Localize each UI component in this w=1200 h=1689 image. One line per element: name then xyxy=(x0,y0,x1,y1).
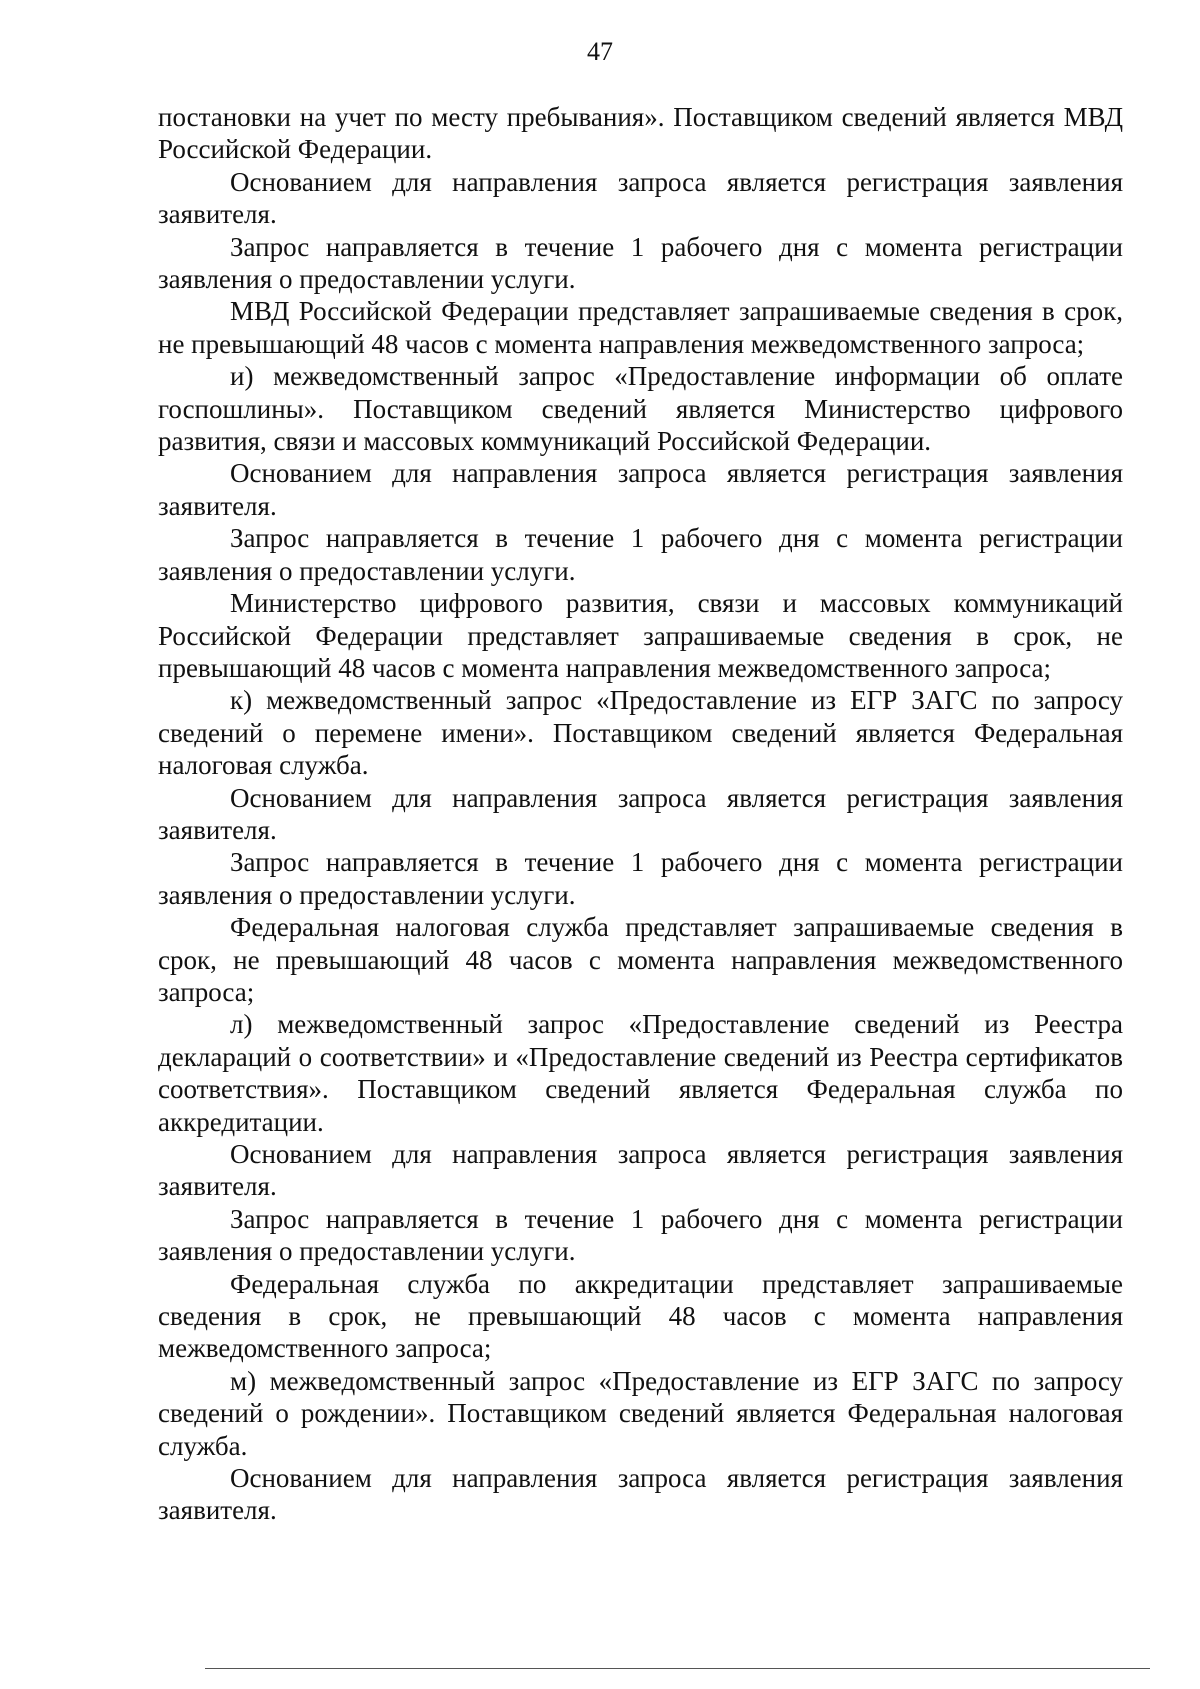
list-item-i: и) межведомственный запрос «Предоставление информации об оплате госпошлины». Поставщиком сведений является Министерство цифрового развития, связи и массовых коммуникаций Российской Федерации. xyxy=(158,361,1123,457)
page-number: 47 xyxy=(587,37,613,66)
paragraph: МВД Российской Федерации представляет запрашиваемые сведения в срок, не превышающий 48 часов с момента направления межведомственного запроса; xyxy=(158,296,1123,359)
paragraph: Основанием для направления запроса является регистрация заявления заявителя. xyxy=(158,1463,1123,1526)
paragraph: Основанием для направления запроса является регистрация заявления заявителя. xyxy=(158,1139,1123,1202)
paragraph: Основанием для направления запроса является регистрация заявления заявителя. xyxy=(158,166,1123,230)
paragraph: Запрос направляется в течение 1 рабочего дня с момента регистрации заявления о предоставлении услуги. xyxy=(158,1203,1123,1267)
list-item-m: м) межведомственный запрос «Предоставление из ЕГР ЗАГС по запросу сведений о рождении». Поставщиком сведений является Федеральная налоговая служба. xyxy=(158,1365,1123,1461)
list-item-l: л) межведомственный запрос «Предоставление сведений из Реестра деклараций о соответствии» и «Предоставление сведений из Реестра сертификатов соответствия». Поставщиком сведений является Федеральная служба по аккредитации. xyxy=(158,1009,1123,1137)
paragraph-continuation: постановки на учет по месту пребывания». Поставщиком сведений является МВД Российской Федерации. xyxy=(158,102,1123,165)
paragraph: Федеральная налоговая служба представляет запрашиваемые сведения в срок, не превышающий 48 часов с момента направления межведомственного запроса; xyxy=(158,912,1123,1007)
paragraph: Запрос направляется в течение 1 рабочего дня с момента регистрации заявления о предоставлении услуги. xyxy=(158,231,1123,295)
paragraph: Запрос направляется в течение 1 рабочего дня с момента регистрации заявления о предоставлении услуги. xyxy=(158,847,1123,910)
paragraph: Основанием для направления запроса является регистрация заявления заявителя. xyxy=(158,458,1123,521)
document-body xyxy=(158,101,1123,1527)
paragraph: Федеральная служба по аккредитации представляет запрашиваемые сведения в срок, не превышающий 48 часов с момента направления межведомственного запроса; xyxy=(158,1268,1123,1364)
paragraph: Запрос направляется в течение 1 рабочего дня с момента регистрации заявления о предоставлении услуги. xyxy=(158,523,1123,586)
paragraph: Министерство цифрового развития, связи и массовых коммуникаций Российской Федерации представляет запрашиваемые сведения в срок, не превышающий 48 часов с момента направления межведомственного запроса; xyxy=(158,588,1123,683)
list-item-k: к) межведомственный запрос «Предоставление из ЕГР ЗАГС по запросу сведений о перемене имени». Поставщиком сведений является Федеральная налоговая служба. xyxy=(158,685,1123,781)
footer-divider xyxy=(205,1668,1150,1669)
paragraph: Основанием для направления запроса является регистрация заявления заявителя. xyxy=(158,782,1123,845)
